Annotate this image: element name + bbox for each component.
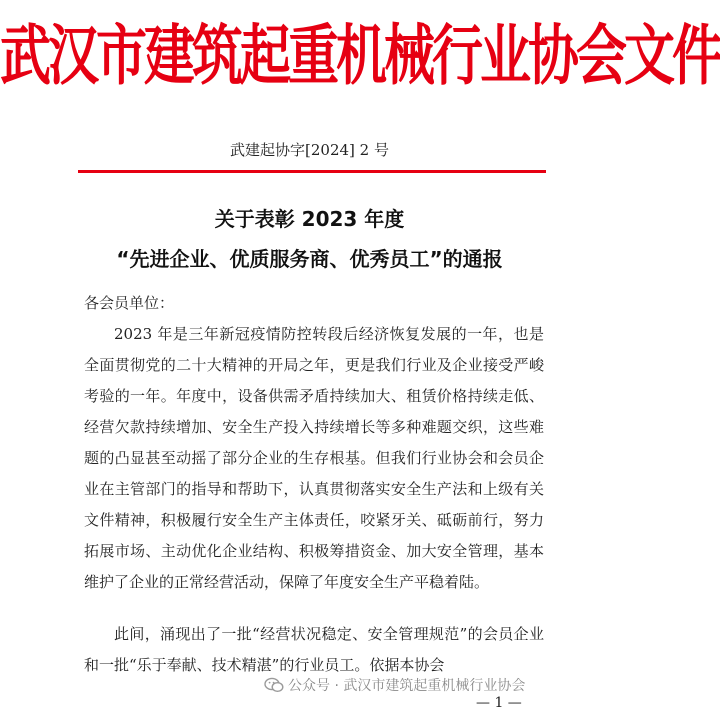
body-paragraph: 此间，涌现出了一批“经营状况稳定、安全管理规范”的会员企业和一批“乐于奉献、技术精湛”的行业员工。依据本协会 bbox=[84, 625, 544, 674]
document-number: 武建起协字[2024] 2 号 bbox=[230, 141, 389, 159]
document-masthead: 武汉市建筑起重机械行业协会文件 bbox=[0, 18, 720, 95]
red-divider-line bbox=[78, 170, 546, 173]
body-paragraph: 2023 年是三年新冠疫情防控转段后经济恢复发展的一年，也是全面贯彻党的二十大精神的开局之年，更是我们行业及企业接受严峻考验的一年。年度中，设备供需矛盾持续加大、租赁价格持续走低、经营欠款持续增加、安全生产投入持续增长等多种难题交织，这些难题的凸显甚至动摇了部分企业的生存根基。但我们行业协会和会员企业在主管部门的指导和帮助下，认真贯彻落实安全生产法和上级有关文件精神，积极履行安全生产主体责任，咬紧牙关、砥砺前行，努力拓展市场、主动优化企业结构、积极筹措资金、加大安全管理，基本维护了企业的正常经营活动，保障了年度安全生产平稳着陆。 bbox=[84, 325, 544, 591]
wechat-watermark bbox=[264, 675, 525, 695]
notice-title-line-2: “先进企业、优质服务商、优秀员工”的通报 bbox=[116, 247, 503, 271]
watermark-text: 公众号 · 武汉市建筑起重机械行业协会 bbox=[288, 678, 526, 694]
wechat-icon bbox=[264, 677, 284, 693]
salutation: 各会员单位： bbox=[84, 294, 175, 312]
notice-title-line-1: 关于表彰 2023 年度 bbox=[214, 207, 405, 231]
page-number: — 1 — bbox=[476, 695, 522, 711]
